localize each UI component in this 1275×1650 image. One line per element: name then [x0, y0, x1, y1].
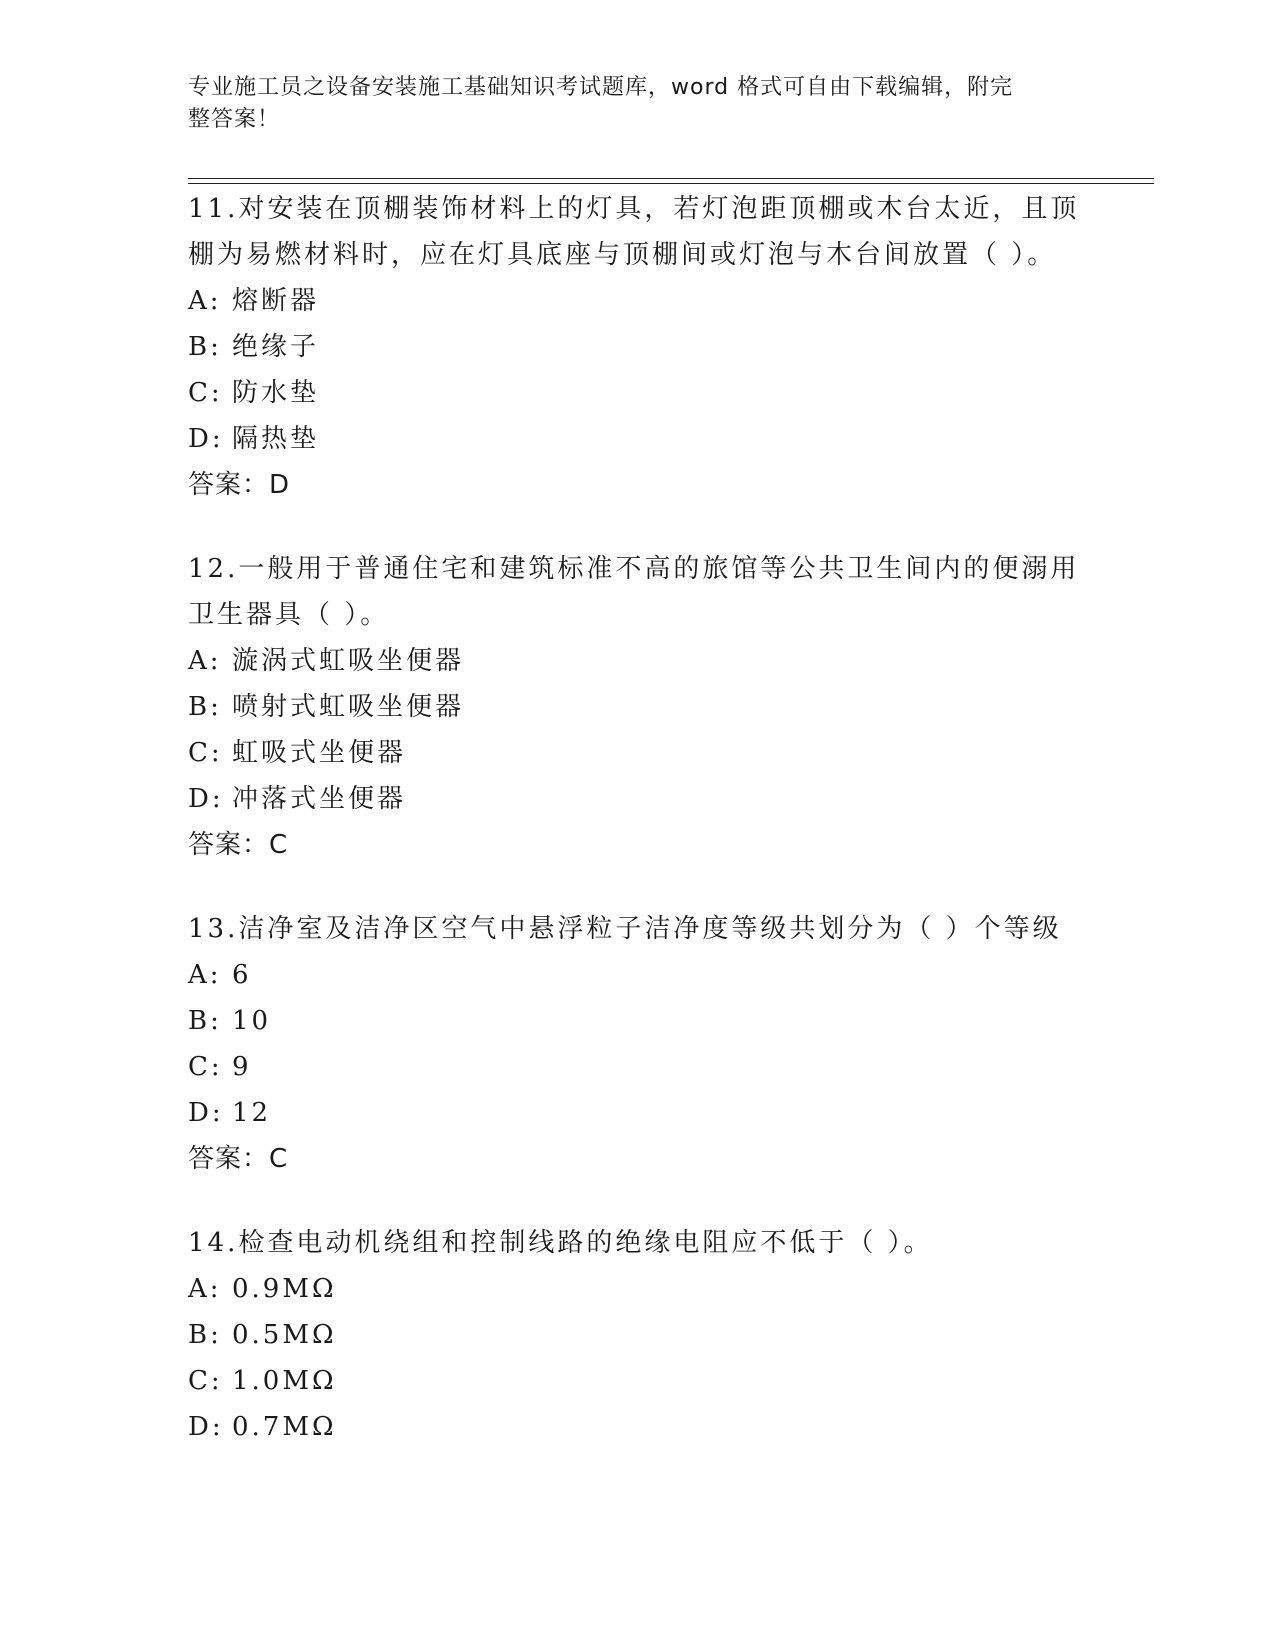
question-text-line-2: 卫生器具（ ）。: [188, 600, 390, 630]
option-letter: C:: [188, 1366, 223, 1396]
question-text-line-1: 14.检查电动机绕组和控制线路的绝缘电阻应不低于（ ）。: [188, 1228, 933, 1258]
option-letter: D:: [188, 1412, 224, 1442]
option-c: [188, 370, 1088, 416]
option-text: 熔断器: [232, 286, 320, 316]
option-c: [188, 730, 1088, 776]
option-letter: D:: [188, 424, 224, 454]
option-text: 漩涡式虹吸坐便器: [232, 646, 465, 676]
option-letter: B:: [188, 332, 222, 362]
document-header: [188, 72, 1068, 136]
question-text-line-2: 棚为易燃材料时，应在灯具底座与顶棚间或灯泡与木台间放置（ ）。: [188, 240, 1057, 270]
option-letter: D:: [188, 1098, 224, 1128]
option-text: 冲落式坐便器: [232, 784, 407, 814]
header-line-1: 专业施工员之设备安装施工基础知识考试题库，word 格式可自由下载编辑，附完: [188, 75, 1014, 100]
option-b: [188, 684, 1088, 730]
answer-line: 答案：C: [188, 1144, 289, 1174]
option-text: 虹吸式坐便器: [232, 738, 407, 768]
option-d: [188, 1090, 1088, 1136]
option-text: 防水垫: [232, 378, 320, 408]
option-b: [188, 324, 1088, 370]
option-c: [188, 1358, 1088, 1404]
option-letter: B:: [188, 692, 222, 722]
option-letter: A:: [188, 286, 222, 316]
option-letter: A:: [188, 646, 222, 676]
question-14: [188, 1220, 1088, 1450]
question-11: [188, 186, 1088, 508]
option-letter: D:: [188, 784, 224, 814]
option-letter: B:: [188, 1006, 222, 1036]
question-text-line-1: 11.对安装在顶棚装饰材料上的灯具，若灯泡距顶棚或木台太近，且顶: [188, 194, 1080, 224]
option-text: 绝缘子: [232, 332, 320, 362]
option-letter: B:: [188, 1320, 222, 1350]
option-letter: A:: [188, 1274, 222, 1304]
question-12: [188, 546, 1088, 868]
option-text: 9: [232, 1052, 252, 1082]
option-d: [188, 1404, 1088, 1450]
answer-line: 答案：C: [188, 830, 289, 860]
option-text: 6: [232, 960, 252, 990]
option-a: [188, 278, 1088, 324]
option-text: 喷射式虹吸坐便器: [232, 692, 465, 722]
option-a: [188, 952, 1088, 998]
option-text: 12: [232, 1098, 272, 1128]
header-line-2: 整答案！: [188, 107, 281, 132]
option-a: [188, 1266, 1088, 1312]
option-letter: C:: [188, 378, 223, 408]
option-a: [188, 638, 1088, 684]
option-letter: C:: [188, 738, 223, 768]
option-letter: C:: [188, 1052, 223, 1082]
option-text: 0.5MΩ: [232, 1320, 337, 1350]
option-text: 1.0MΩ: [232, 1366, 337, 1396]
header-divider-top: [188, 178, 1154, 179]
option-text: 10: [232, 1006, 272, 1036]
option-d: [188, 776, 1088, 822]
question-13: [188, 906, 1088, 1182]
question-text-line-1: 12.一般用于普通住宅和建筑标准不高的旅馆等公共卫生间内的便溺用: [188, 554, 1080, 584]
option-text: 0.9MΩ: [232, 1274, 337, 1304]
option-letter: A:: [188, 960, 222, 990]
question-text-line-1: 13.洁净室及洁净区空气中悬浮粒子洁净度等级共划分为（ ）个等级: [188, 914, 1062, 944]
header-divider-bottom: [188, 183, 1154, 184]
option-c: [188, 1044, 1088, 1090]
answer-line: 答案：D: [188, 470, 291, 500]
option-b: [188, 1312, 1088, 1358]
option-text: 0.7MΩ: [232, 1412, 337, 1442]
option-text: 隔热垫: [232, 424, 320, 454]
option-d: [188, 416, 1088, 462]
option-b: [188, 998, 1088, 1044]
